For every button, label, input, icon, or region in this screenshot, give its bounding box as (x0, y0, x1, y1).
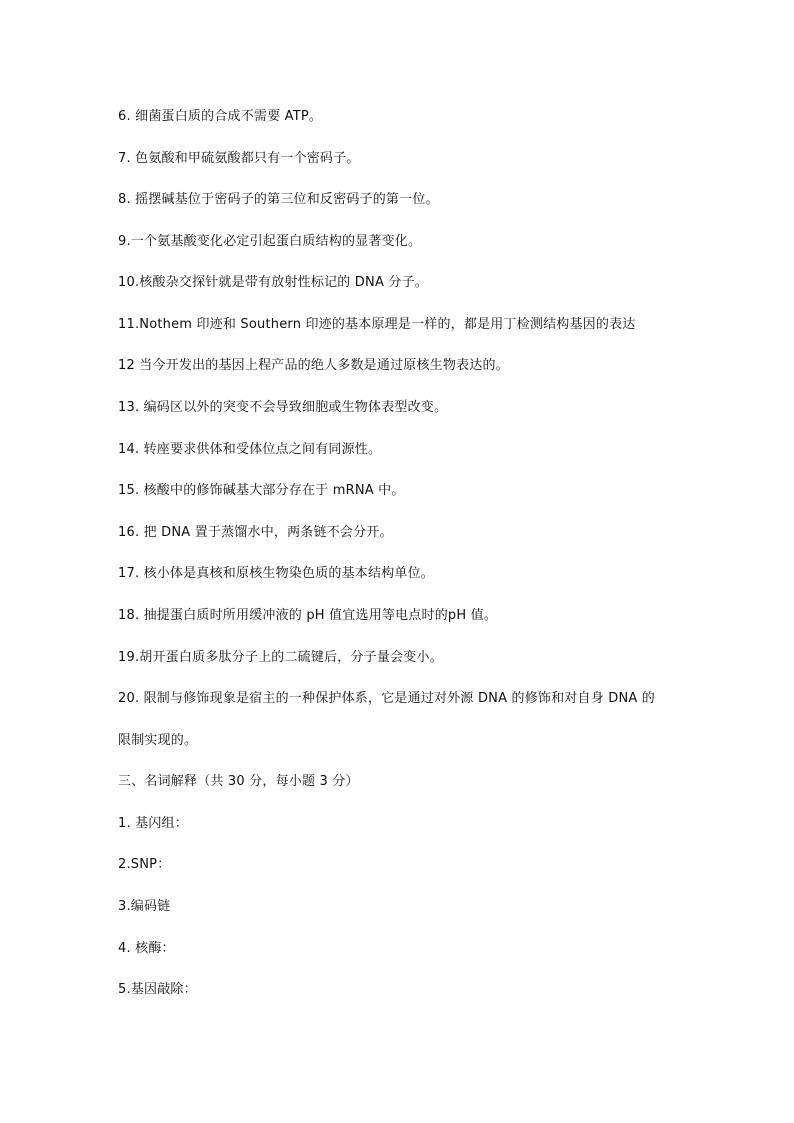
term-1: 1. 基闪组： (118, 816, 188, 831)
term-5: 5.基因敲除： (118, 982, 197, 997)
statement-14: 14. 转座要求供体和受体位点之间有同源性。 (118, 442, 382, 457)
statement-16: 16. 把 DNA 置于蒸馏水中，两条链不会分开。 (118, 525, 393, 540)
statement-11: 11.Nothem 印迹和 Southern 印迹的基本原理是一样的，都是用丁检测结构基因的表达 (118, 317, 636, 332)
statement-18: 18. 抽提蛋白质时所用缓冲液的 pH 值宜选用等电点时的pH 值。 (118, 608, 498, 623)
term-4: 4. 核酶： (118, 941, 175, 956)
statement-13: 13. 编码区以外的突变不会导致细胞或生物体表型改变。 (118, 400, 448, 415)
statement-20: 20. 限制与修饰现象是宿主的一种保护体系，它是通过对外源 DNA 的修饰和对自身 DNA 的 (118, 691, 655, 706)
statement-17: 17. 核小体是真核和原核生物染色质的基本结构单位。 (118, 566, 435, 581)
term-2: 2.SNP： (118, 857, 171, 872)
statement-12: 12 当今开发出的基因上程产品的绝人多数是通过原核生物表达的。 (118, 358, 509, 373)
statement-7: 7. 色氨酸和甲硫氨酸都只有一个密码子。 (118, 151, 360, 166)
statement-9: 9.一个氨基酸变化必定引起蛋白质结构的显著变化。 (118, 234, 422, 249)
statement-6: 6. 细菌蛋白质的合成不需要 ATP。 (118, 109, 323, 124)
term-3: 3.编码链 (118, 899, 171, 914)
statement-10: 10.核酸杂交探针就是带有放射性标记的 DNA 分子。 (118, 275, 428, 290)
statement-8: 8. 摇摆碱基位于密码子的第三位和反密码子的第一位。 (118, 192, 439, 207)
section-heading-term-definitions: 三、名词解释（共 30 分，每小题 3 分） (118, 774, 359, 789)
statement-20-continuation: 限制实现的。 (118, 733, 198, 748)
statement-15: 15. 核酸中的修饰碱基大部分存在于 mRNA 中。 (118, 483, 405, 498)
statement-19: 19.胡开蛋白质多肽分子上的二硫键后，分子量会变小。 (118, 650, 443, 665)
